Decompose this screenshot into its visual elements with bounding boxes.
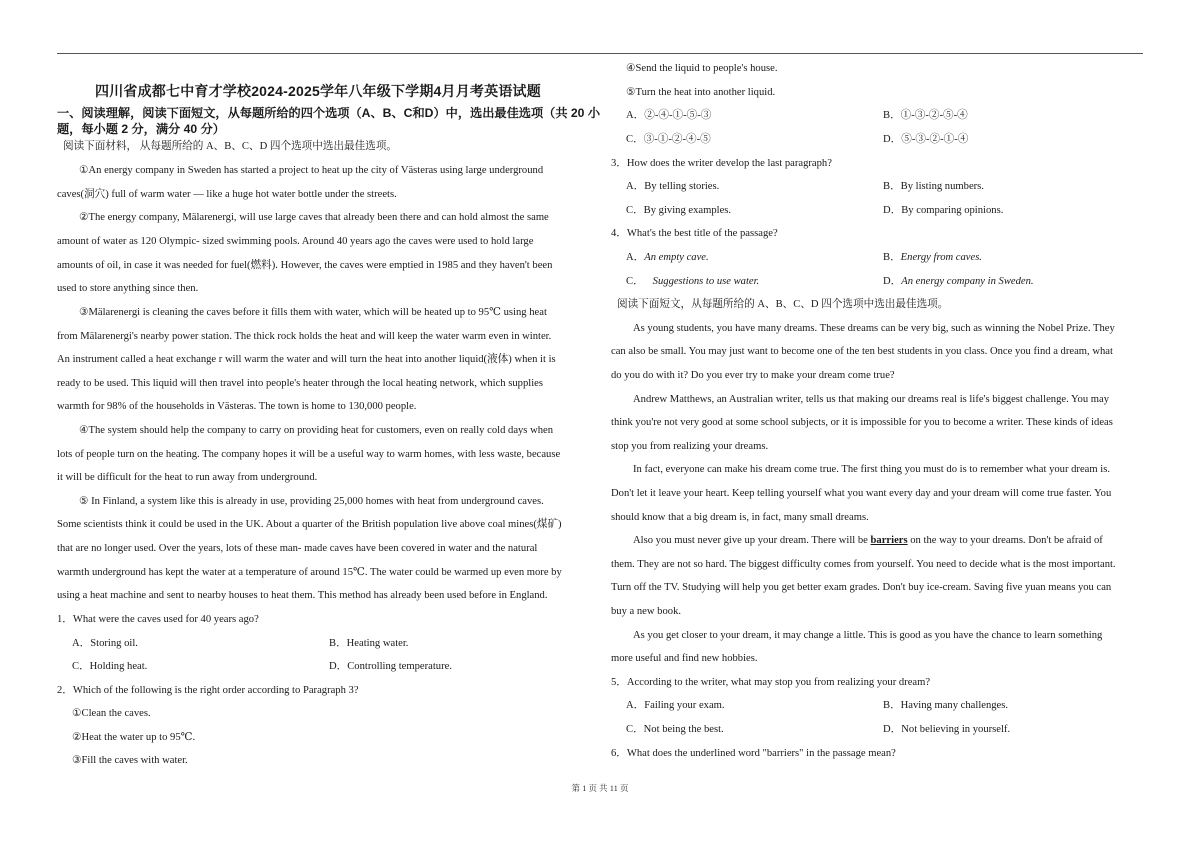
passage1-intro: 阅读下面材料， 从每题所给的 A、B、C、D 四个选项中选出最佳选项。 [63,141,398,152]
question-2-stem: 2．Which of the following is the right order according to Paragraph 3? [57,685,359,696]
question-3-stem: 3．How does the writer develop the last paragraph? [611,158,832,169]
question-1-option-d[interactable]: D．Controlling temperature. [329,661,452,672]
passage1-line: ready to be used. This liquid will then travel into people's heater through the local heating network, which supplies [57,378,543,389]
question-3-option-a[interactable]: A．By telling stories. [626,181,720,192]
passage1-line: amount of water as 120 Olympic- sized swimming pools. Around 40 years ago the caves were used to hold large [57,236,534,247]
option-text: Energy from caves. [900,252,982,263]
page-title: 四川省成都七中育才学校2024-2025学年八年级下学期4月月考英语试题 [95,83,541,99]
question-6-stem: 6．What does the underlined word "barriers" in the passage mean? [611,748,896,759]
header-rule [57,53,1143,54]
passage1-line: ①An energy company in Sweden has started a project to heat up the city of Västeras using large underground [79,165,544,176]
question-2-option-a[interactable]: A．②-④-①-⑤-③ [626,110,712,121]
passage2-line: can also be small. You may just want to become one of the ten best students in you class. Once you find a dream, what [611,346,1113,357]
option-text: An energy company in Sweden. [901,276,1034,287]
question-1-stem: 1．What were the caves used for 40 years ago? [57,614,259,625]
question-2-option-d[interactable]: D．⑤-③-②-①-④ [883,134,969,145]
passage1-line: caves(洞穴) full of warm water — like a huge hot water bottle under the streets. [57,189,397,200]
passage2-line: Turn off the TV. Studying will help you get better exam grades. Don't buy ice-cream. Saving five yuan means you can [611,582,1112,593]
question-4-option-c[interactable] [626,275,759,289]
question-3-option-c[interactable]: C．By giving examples. [626,205,732,216]
passage2-text: Also you must never give up your dream. There will be [633,535,871,546]
passage1-line: Some scientists think it could be used in the UK. About a quarter of the British population live above coal mines(煤矿) [57,519,562,530]
passage2-line: Don't let it leave your heart. Keep telling yourself what you want every day and your dream will come true faster. You [611,488,1112,499]
passage1-line: warmth for 98% of the households in Västeras. The town is home to 130,000 people. [57,401,417,412]
question-3-option-b[interactable]: B．By listing numbers. [883,181,984,192]
passage1-line: warmth underground has kept the water at a temperature of around 15℃. The water could be warmed up even more by [57,567,562,578]
passage2-line: buy a new book. [611,606,682,617]
passage2-line: think you're not very good at some school subjects, or it is impossible for you to become a writer. These kinds of ideas [611,417,1113,428]
passage1-line: ③Mälarenergi is cleaning the caves before it fills them with water, which will be heated up to 95℃ using heat [79,307,547,318]
option-letter: A． [626,252,645,263]
question-1-option-b[interactable]: B．Heating water. [329,638,409,649]
passage1-line: An instrument called a heat exchange r will warm the water and will turn the heat into another liquid(液体) when it is [57,354,556,365]
passage2-line: should know that a big dream is, in fact, many small dreams. [611,512,869,523]
passage2-line: more useful and find new hobbies. [611,653,758,664]
passage2-line: As you get closer to your dream, it may change a little. This is good as you have the chance to learn something [633,630,1103,641]
question-2-step: ④Send the liquid to people's house. [626,63,778,74]
passage2-line: them. They are not so hard. The biggest difficulty comes from yourself. You need to decide what is the most important. [611,559,1116,570]
question-4-stem: 4．What's the best title of the passage? [611,228,778,239]
passage1-line: from Mälarenergi's nearby power station. The thick rock holds the heat and will keep the water warm even in winter. [57,331,552,342]
passage1-line: used to store anything since then. [57,283,199,294]
question-4-option-d[interactable] [883,275,1034,289]
underlined-word-barriers: barriers [870,535,908,546]
page-number-footer: 第 1 页 共 11 页 [571,783,629,793]
question-4-option-a[interactable] [626,251,709,265]
question-2-step: ①Clean the caves. [72,708,151,719]
passage2-line: In fact, everyone can make his dream come true. The first thing you must do is to remember what your dream is. [633,464,1110,475]
passage1-line: amounts of oil, in case it was needed for fuel(燃料). However, the caves were emptied in 1985 and they haven't been [57,260,553,271]
passage2-line: do you do with it? Do you ever try to make your dream come true? [611,370,895,381]
option-text: An empty cave. [644,252,709,263]
passage1-line: that are no longer used. Over the years, lots of these man- made caves have been covered in water and the natural [57,543,538,554]
passage1-line: ⑤ In Finland, a system like this is already in use, providing 25,000 homes with heat from underground caves. [79,496,544,507]
passage2-line: stop you from realizing your dreams. [611,441,769,452]
passage2-line [633,534,1103,548]
passage1-line: lots of people turn on the heating. The company hopes it will be a useful way to warm homes, with less waste, because [57,449,561,460]
section-heading-line-1: 一、阅读理解，阅读下面短文，从每题所给的四个选项（A、B、C和D）中，选出最佳选项（共 20 小 [57,106,601,120]
passage1-line: using a heat machine and sent to nearby houses to heat them. This method has already been used before in England. [57,590,548,601]
option-text: Suggestions to use water. [652,276,760,287]
section-heading-line-2: 题，每小题 2 分，满分 40 分） [57,122,225,136]
question-1-option-c[interactable]: C．Holding heat. [72,661,148,672]
question-2-option-b[interactable]: B．①-③-②-⑤-④ [883,110,968,121]
question-3-option-d[interactable]: D．By comparing opinions. [883,205,1004,216]
option-letter: C． [626,276,644,287]
passage2-intro: 阅读下面短文，从每题所给的 A、B、C、D 四个选项中选出最佳选项。 [617,299,949,310]
passage2-text: on the way to your dreams. Don't be afraid of [907,535,1103,546]
question-2-step: ②Heat the water up to 95℃. [72,732,196,743]
question-4-option-b[interactable] [883,251,982,265]
question-5-option-d[interactable]: D．Not believing in yourself. [883,724,1011,735]
passage1-line: it will be difficult for the heat to run away from underground. [57,472,318,483]
question-2-option-c[interactable]: C．③-①-②-④-⑤ [626,134,711,145]
passage2-line: As young students, you have many dreams. These dreams can be very big, such as winning the Nobel Prize. They [633,323,1115,334]
question-1-option-a[interactable]: A．Storing oil. [72,638,138,649]
passage1-line: ④The system should help the company to carry on providing heat for customers, even on really cold days when [79,425,554,436]
option-letter: D． [883,276,902,287]
question-2-step: ③Fill the caves with water. [72,755,188,766]
question-5-option-a[interactable]: A．Failing your exam. [626,700,725,711]
passage1-line: ②The energy company, Mälarenergi, will use large caves that already been there and can hold almost the same [79,212,549,223]
option-letter: B． [883,252,901,263]
passage2-line: Andrew Matthews, an Australian writer, tells us that making our dreams real is life's biggest challenge. You may [633,394,1110,405]
question-2-step: ⑤Turn the heat into another liquid. [626,87,776,98]
question-5-option-b[interactable]: B．Having many challenges. [883,700,1009,711]
question-5-option-c[interactable]: C．Not being the best. [626,724,724,735]
question-5-stem: 5．According to the writer, what may stop you from realizing your dream? [611,677,931,688]
